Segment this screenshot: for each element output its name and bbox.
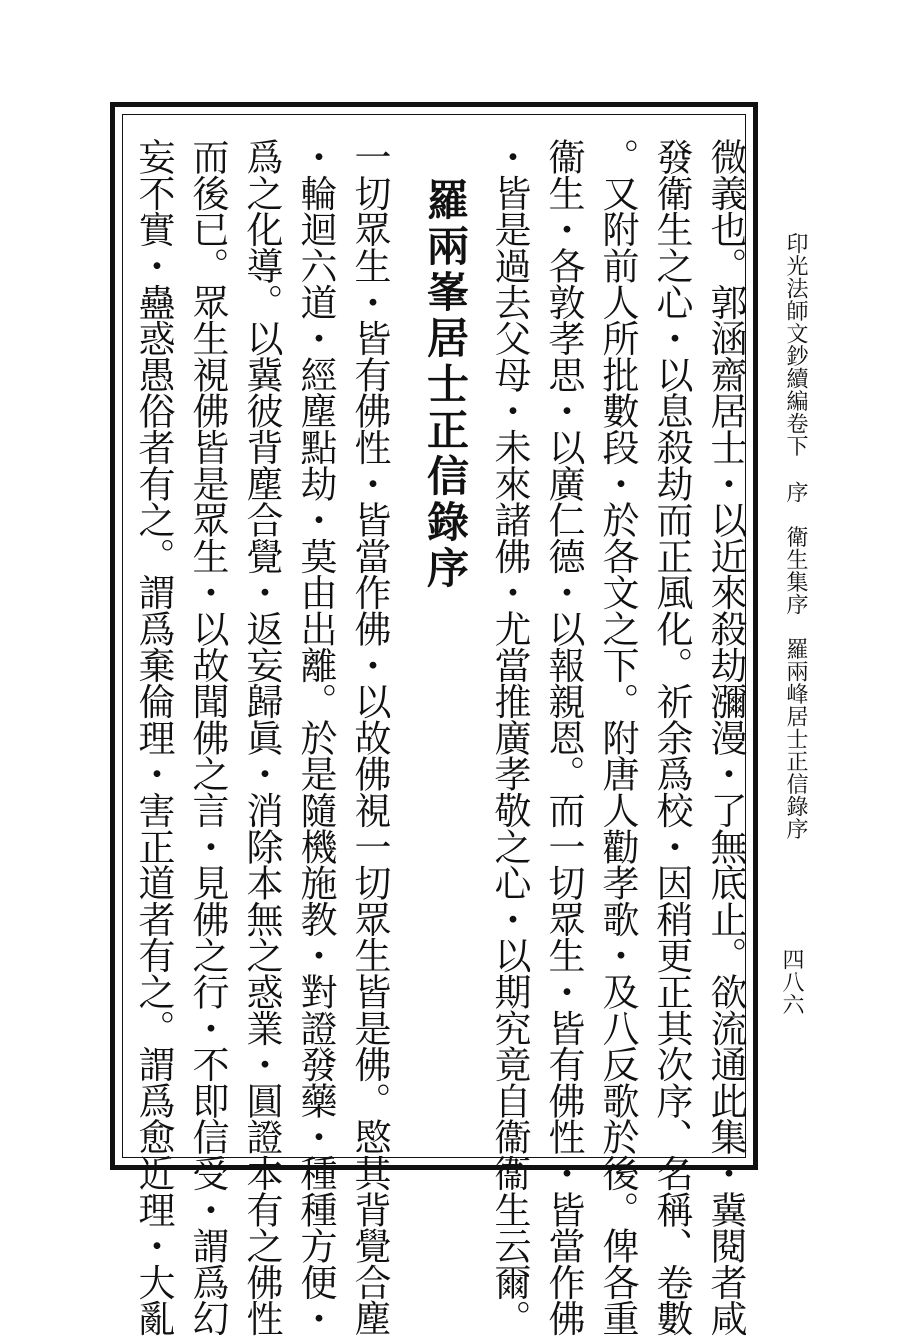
- article-title: 羅兩峯居士正信錄序: [421, 178, 470, 592]
- running-header: [780, 232, 806, 840]
- text-column: ・皆是過去父母・未來諸佛・尤當推廣孝敬之心・以期究竟自衞衞生云爾。: [488, 138, 531, 1336]
- text-column: ・輪迴六道・經塵點劫・莫由出離。於是隨機施教・對證發藥・種種方便・: [294, 138, 337, 1336]
- text-column: 衞生・各敦孝思・以廣仁德・以報親恩。而一切眾生・皆有佛性・皆當作佛: [542, 138, 585, 1336]
- text-column: 發衛生之心・以息殺劫而正風化。祈余爲校・因稍更正其次序、名稱、卷數: [650, 138, 693, 1336]
- text-column: 妄不實・蠱惑愚俗者有之。謂爲棄倫理・害正道者有之。謂爲愈近理・大亂: [132, 138, 175, 1336]
- header-article-2: 羅兩峰居士正信錄序: [783, 637, 808, 840]
- text-column: 而後已。眾生視佛皆是眾生・以故聞佛之言・見佛之行・不即信受・謂爲幻: [186, 138, 229, 1336]
- header-section: 序: [783, 481, 808, 504]
- text-column: 微義也。郭涵齋居士・以近來殺劫瀰漫・了無底止。欲流通此集・冀閱者咸: [704, 138, 747, 1336]
- header-article-1: 衛生集序: [783, 525, 808, 616]
- page-number: 四八六: [779, 948, 804, 1016]
- text-column: 。又附前人所批數段・於各文之下。附唐人勸孝歌・及八反歌於後。俾各重: [596, 138, 639, 1336]
- header-book-title: 印光法師文鈔續編卷下: [783, 232, 808, 457]
- text-column: 一切眾生・皆有佛性・皆當作佛・以故佛視一切眾生皆是佛。愍其背覺合塵: [348, 138, 391, 1336]
- text-column: 爲之化導。以冀彼背塵合覺・返妄歸眞・消除本無之惑業・圓證本有之佛性: [240, 138, 283, 1336]
